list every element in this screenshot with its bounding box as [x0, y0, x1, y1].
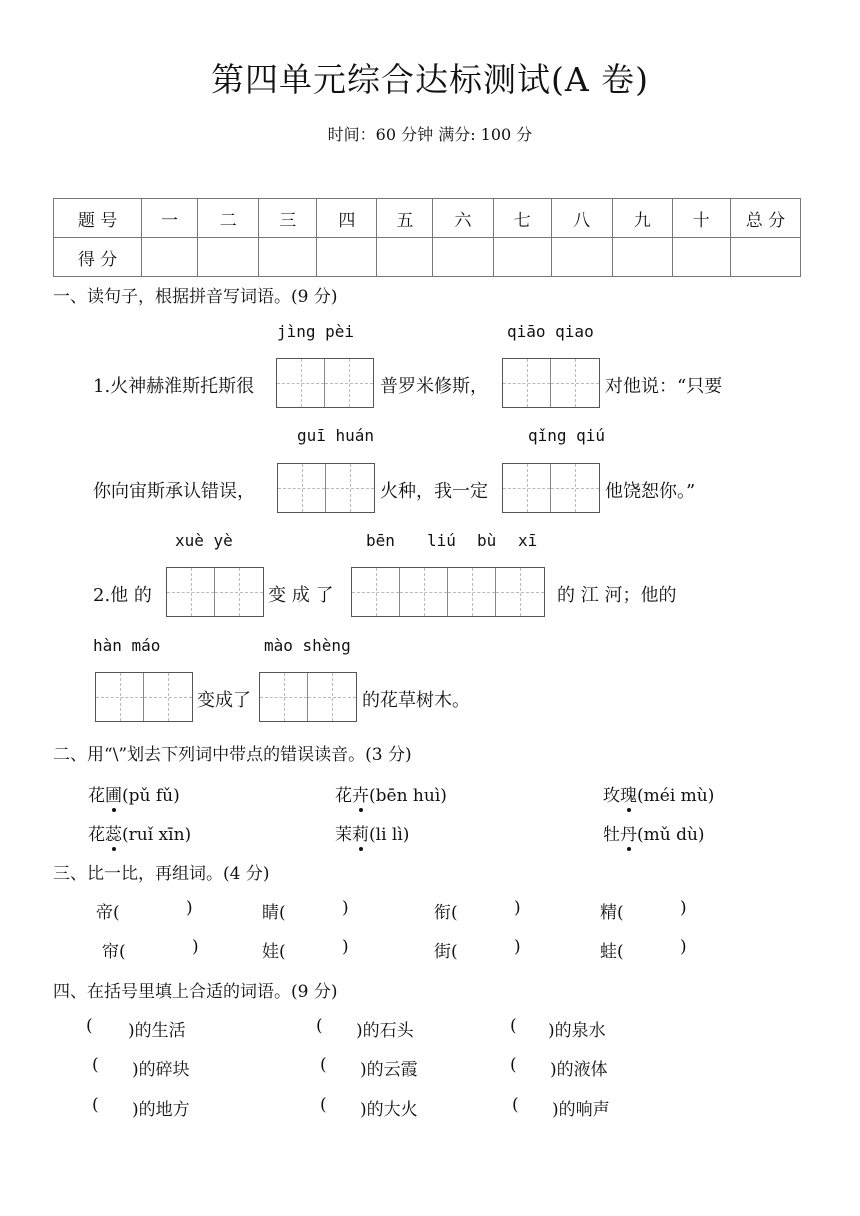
pinyin-label: bù — [477, 531, 497, 550]
pronunciation-item[interactable] — [603, 781, 714, 806]
grid-cell[interactable] — [551, 464, 599, 512]
fill-blank-item[interactable]: )的碎块 — [132, 1060, 190, 1080]
pinyin-label: xī — [518, 531, 538, 550]
fill-open: ( — [510, 1016, 517, 1036]
score-cell[interactable] — [198, 238, 259, 277]
grid-cell[interactable] — [277, 359, 325, 407]
score-cell[interactable] — [377, 238, 433, 277]
score-cell[interactable] — [317, 238, 377, 277]
compare-item[interactable] — [96, 898, 120, 923]
header-cell: 五 — [377, 199, 433, 238]
compare-char: 蛙( — [600, 942, 624, 962]
pinyin-label: hàn máo — [93, 636, 161, 655]
fill-open: ( — [510, 1055, 517, 1075]
grid-cell[interactable] — [503, 359, 551, 407]
writing-grid[interactable] — [502, 358, 600, 408]
header-cell: 九 — [612, 199, 672, 238]
score-cell[interactable] — [730, 238, 800, 277]
sentence-text: 普罗米修斯， — [380, 376, 488, 397]
pronunciation-item[interactable] — [88, 781, 180, 806]
pronunciation-item[interactable] — [335, 781, 447, 806]
pinyin-label: mào shèng — [264, 636, 351, 655]
compare-item[interactable] — [102, 937, 126, 962]
compare-char: 帝( — [96, 903, 120, 923]
grid-cell[interactable] — [308, 673, 356, 721]
dotted-char: 瑰 — [620, 781, 637, 806]
writing-grid[interactable] — [276, 358, 374, 408]
section-3-heading: 三、比一比，再组词。(4 分) — [53, 864, 270, 884]
compare-item[interactable] — [262, 898, 286, 923]
grid-cell[interactable] — [260, 673, 308, 721]
fill-blank-item[interactable]: )的石头 — [356, 1021, 414, 1041]
fill-blank-item[interactable]: )的地方 — [132, 1100, 190, 1120]
sentence-text: 2.他 的 — [93, 585, 152, 606]
grid-cell[interactable] — [400, 568, 448, 616]
fill-blank-item[interactable]: )的大火 — [360, 1100, 418, 1120]
dotted-char: 卉 — [352, 781, 369, 806]
compare-item[interactable] — [434, 937, 458, 962]
score-cell[interactable] — [433, 238, 493, 277]
fill-open: ( — [320, 1095, 327, 1115]
sentence-text: 火种，我一定 — [380, 481, 488, 502]
section-2-heading: 二、用“\”划去下列词中带点的错误读音。(3 分) — [53, 745, 412, 765]
header-cell: 一 — [142, 199, 198, 238]
sentence-text: 的 江 河；他的 — [557, 585, 677, 606]
grid-cell[interactable] — [503, 464, 551, 512]
header-cell: 十 — [672, 199, 730, 238]
pinyin-options: (pǔ fǔ) — [122, 786, 180, 806]
header-cell: 四 — [317, 199, 377, 238]
grid-cell[interactable] — [96, 673, 144, 721]
header-cell: 七 — [493, 199, 551, 238]
dotted-char: 蕊 — [105, 820, 122, 845]
compare-char: 衔( — [434, 903, 458, 923]
compare-char: 帘( — [102, 942, 126, 962]
pinyin-options: (ruǐ xīn) — [122, 825, 192, 845]
pinyin-label: guī huán — [297, 426, 375, 445]
section-1-heading: 一、读句子，根据拼音写词语。(9 分) — [53, 287, 338, 307]
char: 花 — [88, 786, 105, 806]
dotted-char: 丹 — [620, 820, 637, 845]
header-cell: 六 — [433, 199, 493, 238]
header-cell: 八 — [551, 199, 612, 238]
pinyin-options: (mǔ dù) — [637, 825, 705, 845]
fill-open: ( — [86, 1016, 93, 1036]
pinyin-options: (bēn huì) — [369, 786, 447, 806]
compare-close: ) — [680, 898, 687, 918]
fill-blank-item[interactable]: )的泉水 — [548, 1021, 606, 1041]
grid-cell[interactable] — [551, 359, 599, 407]
compare-close: ) — [192, 937, 199, 957]
compare-char: 睛( — [262, 903, 286, 923]
section-4-heading: 四、在括号里填上合适的词语。(9 分) — [53, 982, 338, 1002]
header-cell: 二 — [198, 199, 259, 238]
fill-blank-item[interactable]: )的云霞 — [360, 1060, 418, 1080]
grid-cell[interactable] — [144, 673, 192, 721]
pinyin-label: jìng pèi — [277, 322, 355, 341]
compare-close: ) — [186, 898, 193, 918]
score-cell[interactable] — [142, 238, 198, 277]
fill-open: ( — [512, 1095, 519, 1115]
grid-cell[interactable] — [352, 568, 400, 616]
grid-cell[interactable] — [496, 568, 544, 616]
grid-cell[interactable] — [215, 568, 263, 616]
pronunciation-item[interactable] — [335, 820, 409, 845]
score-cell[interactable] — [672, 238, 730, 277]
sentence-text: 你向宙斯承认错误， — [93, 481, 255, 502]
header-cell: 总 分 — [730, 199, 800, 238]
pinyin-label: qǐng qiú — [528, 426, 606, 445]
fill-open: ( — [92, 1055, 99, 1075]
writing-grid[interactable] — [502, 463, 600, 513]
compare-char: 娃( — [262, 942, 286, 962]
pinyin-options: (li lì) — [369, 825, 410, 845]
dotted-char: 莉 — [352, 820, 369, 845]
score-cell[interactable] — [551, 238, 612, 277]
pinyin-label: xuè yè — [175, 531, 233, 550]
writing-grid[interactable] — [95, 672, 193, 722]
sentence-text: 的花草树木。 — [362, 690, 470, 711]
fill-open: ( — [316, 1016, 323, 1036]
sentence-text: 他饶恕你。” — [605, 481, 696, 502]
compare-item[interactable] — [434, 898, 458, 923]
compare-close: ) — [514, 898, 521, 918]
dotted-char: 圃 — [105, 781, 122, 806]
fill-blank-item[interactable]: )的生活 — [128, 1021, 186, 1041]
char: 牡 — [603, 825, 620, 845]
compare-item[interactable] — [600, 898, 624, 923]
writing-grid[interactable] — [277, 463, 375, 513]
score-table-score-row — [54, 238, 801, 277]
pinyin-label: bēn — [366, 531, 395, 550]
pinyin-label: liú — [427, 531, 456, 550]
score-cell[interactable] — [259, 238, 317, 277]
compare-close: ) — [342, 898, 349, 918]
writing-grid[interactable] — [259, 672, 357, 722]
char: 花 — [88, 825, 105, 845]
page-title: 第四单元综合达标测试(A 卷) — [210, 60, 650, 99]
fill-blank-item[interactable]: )的液体 — [550, 1060, 608, 1080]
compare-item[interactable] — [600, 937, 624, 962]
fill-blank-item[interactable]: )的响声 — [552, 1100, 610, 1120]
fill-open: ( — [92, 1095, 99, 1115]
score-cell[interactable] — [493, 238, 551, 277]
sentence-text: 变成了 — [197, 690, 251, 711]
compare-char: 街( — [434, 942, 458, 962]
compare-close: ) — [680, 937, 687, 957]
char: 茉 — [335, 825, 352, 845]
fill-open: ( — [320, 1055, 327, 1075]
score-table — [53, 198, 801, 277]
sentence-text: 变 成 了 — [268, 585, 334, 606]
header-cell: 三 — [259, 199, 317, 238]
compare-close: ) — [342, 937, 349, 957]
grid-cell[interactable] — [278, 464, 326, 512]
grid-cell[interactable] — [325, 359, 373, 407]
grid-cell[interactable] — [326, 464, 374, 512]
score-table-header-row — [54, 199, 801, 238]
sentence-text: 1.火神赫淮斯托斯很 — [93, 376, 255, 397]
grid-cell[interactable] — [167, 568, 215, 616]
compare-close: ) — [514, 937, 521, 957]
pinyin-label: qiāo qiao — [507, 322, 594, 341]
exam-info: 时间：60 分钟 满分: 100 分 — [327, 125, 533, 144]
writing-grid[interactable] — [351, 567, 545, 617]
compare-item[interactable] — [262, 937, 286, 962]
pinyin-options: (méi mù) — [637, 786, 715, 806]
compare-char: 精( — [600, 903, 624, 923]
sentence-text: 对他说：“只要 — [605, 376, 723, 397]
writing-grid[interactable] — [166, 567, 264, 617]
pronunciation-item[interactable] — [603, 820, 705, 845]
row-label: 得 分 — [54, 238, 142, 277]
score-cell[interactable] — [612, 238, 672, 277]
char: 花 — [335, 786, 352, 806]
char: 玫 — [603, 786, 620, 806]
grid-cell[interactable] — [448, 568, 496, 616]
header-cell: 题 号 — [54, 199, 142, 238]
pronunciation-item[interactable] — [88, 820, 191, 845]
